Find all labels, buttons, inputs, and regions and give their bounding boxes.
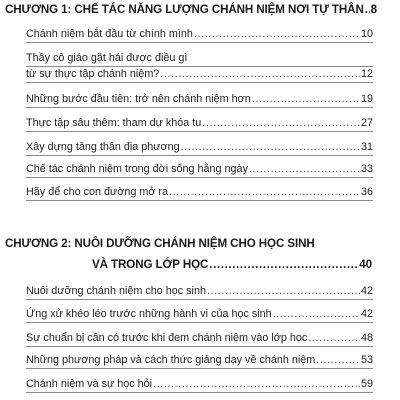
list-item — [26, 51, 373, 67]
chapter-2-heading — [5, 237, 377, 251]
entry-page-number: 31 — [360, 141, 373, 153]
entry-page-number: 27 — [360, 117, 373, 129]
leader-dots — [153, 377, 360, 391]
chapter-2-heading-line-2 — [92, 258, 372, 272]
entry-page-number: 36 — [360, 186, 373, 198]
entry-page-number: 19 — [360, 93, 373, 105]
chapter-2-title-line-2: VÀ TRONG LỚP HỌC — [92, 258, 209, 271]
list-item — [26, 140, 373, 156]
entry-title: Những bước đầu tiên: trở nên chánh niệm hơn — [26, 93, 251, 105]
entry-page-number: 42 — [360, 308, 373, 320]
chapter-2-page-number: 40 — [359, 258, 372, 271]
list-item — [26, 162, 373, 178]
entry-title: Thực tập sâu thêm: tham dự khóa tu — [26, 117, 202, 129]
chapter-2-leader-dots — [209, 258, 358, 272]
list-item — [26, 353, 373, 369]
entry-title: Thầy cô giáo gặt hái được điều gì — [26, 52, 188, 64]
entry-title: Xây dựng tăng thân địa phương — [26, 141, 180, 153]
entry-title: Sự chuẩn bị cần có trước khi đem chánh niệm vào lớp học — [26, 332, 308, 344]
leader-dots — [194, 27, 360, 41]
entry-title: từ sự thực tập chánh niệm? — [26, 68, 160, 80]
chapter-2-title-line-1: CHƯƠNG 2: NUÔI DƯỠNG CHÁNH NIỆM CHO HỌC SINH — [5, 237, 315, 250]
leader-dots — [273, 307, 360, 321]
list-item — [26, 92, 373, 108]
entry-title: Chánh niệm và sự học hỏi — [26, 378, 153, 390]
list-item — [26, 284, 373, 300]
leader-dots — [308, 331, 360, 345]
entry-page-number: 48 — [360, 332, 373, 344]
list-item — [26, 27, 373, 43]
leader-dots — [181, 140, 360, 154]
list-item — [26, 307, 373, 323]
chapter-1-heading — [5, 3, 377, 17]
list-item — [26, 331, 373, 347]
list-item — [26, 185, 373, 201]
entry-title: Ứng xử khéo léo trước những hành vi của học sinh — [26, 308, 272, 320]
leader-dots — [160, 67, 360, 81]
entry-title: Chánh niệm bắt đầu từ chính mình — [26, 28, 193, 40]
chapter-1-page-number: 8 — [370, 3, 377, 16]
entry-title: Nuôi dưỡng chánh niệm cho học sinh — [26, 285, 206, 297]
entry-title: Chế tác chánh niệm trong đời sống hằng ngày — [26, 163, 248, 175]
leader-dots — [249, 162, 360, 176]
entry-title: Hãy để cho con đường mở ra — [26, 186, 169, 198]
entry-title: Những phương pháp và cách thức giảng dạy về chánh niệm — [26, 354, 316, 366]
entry-page-number: 42 — [360, 285, 373, 297]
chapter-1-title: CHƯƠNG 1: CHẾ TÁC NĂNG LƯỢNG CHÁNH NIỆM NƠI TỰ THÂN — [5, 3, 364, 16]
leader-dots — [207, 284, 360, 298]
list-item — [26, 67, 373, 83]
leader-dots — [252, 92, 360, 106]
leader-dots — [169, 185, 360, 199]
entry-page-number: 10 — [360, 28, 373, 40]
chapter-1-leader-dots — [365, 3, 370, 17]
list-item — [26, 116, 373, 132]
leader-dots — [202, 116, 360, 130]
entry-page-number: 12 — [360, 68, 373, 80]
entry-page-number: 59 — [360, 378, 373, 390]
leader-dots — [316, 353, 360, 367]
entry-page-number: 53 — [360, 354, 373, 366]
entry-page-number: 33 — [360, 163, 373, 175]
list-item — [26, 377, 373, 393]
